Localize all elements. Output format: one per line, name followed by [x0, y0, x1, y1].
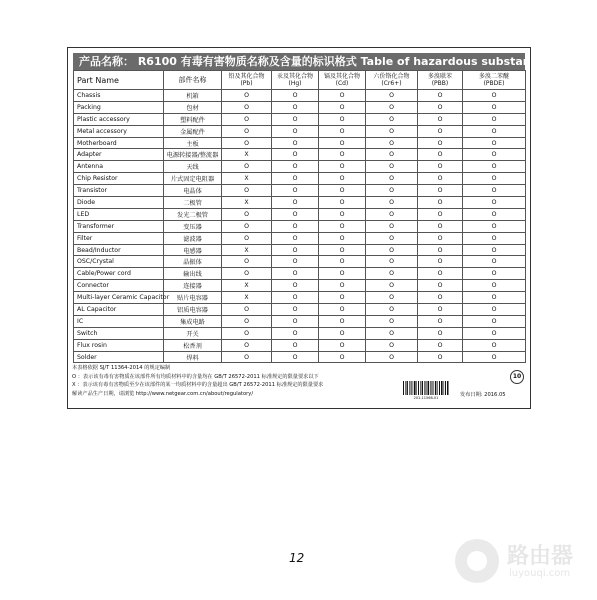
cell-pbb: O: [418, 280, 463, 292]
header-part-name-cn: 部件名称: [164, 71, 222, 90]
cell-cn: 集成电路: [164, 315, 222, 327]
table-row: [74, 90, 526, 102]
cell-cr6: O: [366, 137, 418, 149]
cell-cd: O: [319, 101, 366, 113]
cell-pb: O: [222, 113, 272, 125]
cell-pbb: O: [418, 185, 463, 197]
cell-cr6: O: [366, 351, 418, 363]
header-hg: 汞及其化合物 (Hg): [272, 71, 319, 90]
cell-en: Chip Resistor: [74, 173, 164, 185]
cell-pbb: O: [418, 315, 463, 327]
hazardous-substance-table: [73, 70, 526, 363]
cell-pbde: O: [463, 327, 526, 339]
cell-pbb: O: [418, 161, 463, 173]
table-row: [74, 113, 526, 125]
cell-cd: O: [319, 339, 366, 351]
cell-cd: O: [319, 327, 366, 339]
table-row: [74, 161, 526, 173]
cell-pbb: O: [418, 220, 463, 232]
cell-pb: O: [222, 185, 272, 197]
cell-cn: 滤波器: [164, 232, 222, 244]
cell-cn: 贴片电容器: [164, 292, 222, 304]
cell-cr6: O: [366, 220, 418, 232]
cell-pbde: O: [463, 185, 526, 197]
table-row: [74, 304, 526, 316]
cell-hg: O: [272, 137, 319, 149]
table-title: 产品名称： R6100 有毒有害物质名称及含量的标识格式 Table of hazardous substance name: [73, 53, 525, 70]
cell-pbde: O: [463, 256, 526, 268]
cell-pb: O: [222, 339, 272, 351]
table-row: [74, 315, 526, 327]
cell-pb: O: [222, 268, 272, 280]
table-row: [74, 149, 526, 161]
cell-pbde: O: [463, 351, 526, 363]
cell-en: Plastic accessory: [74, 113, 164, 125]
cell-en: Multi-layer Ceramic Capacitor: [74, 292, 164, 304]
header-pbb: 多溴联苯 (PBB): [418, 71, 463, 90]
cell-pbb: O: [418, 90, 463, 102]
cell-cn: 输出线: [164, 268, 222, 280]
cell-pbde: O: [463, 232, 526, 244]
header-cr6: 六价铬化合物 (Cr6+): [366, 71, 418, 90]
cell-en: Transformer: [74, 220, 164, 232]
cell-pb: O: [222, 315, 272, 327]
cell-en: Filter: [74, 232, 164, 244]
cell-pb: X: [222, 280, 272, 292]
cell-hg: O: [272, 197, 319, 209]
cell-pbde: O: [463, 220, 526, 232]
cell-cn: 天线: [164, 161, 222, 173]
cell-en: Metal accessory: [74, 125, 164, 137]
cell-cn: 金属配件: [164, 125, 222, 137]
cell-cn: 片式固定电阻器: [164, 173, 222, 185]
cell-cd: O: [319, 185, 366, 197]
cell-pbde: O: [463, 292, 526, 304]
table-row: [74, 280, 526, 292]
cell-cd: O: [319, 256, 366, 268]
cell-pbb: O: [418, 292, 463, 304]
cell-cr6: O: [366, 173, 418, 185]
cell-pb: O: [222, 125, 272, 137]
cell-en: Bead/Inductor: [74, 244, 164, 256]
cell-hg: O: [272, 315, 319, 327]
watermark-brand: 路由器: [507, 544, 574, 569]
release-date: 发布日期: 2016.05: [460, 392, 506, 398]
cell-cn: 电源转接器/整流器: [164, 149, 222, 161]
cell-hg: O: [272, 90, 319, 102]
cell-pbde: O: [463, 113, 526, 125]
cell-hg: O: [272, 292, 319, 304]
cell-cd: O: [319, 113, 366, 125]
cell-pbb: O: [418, 339, 463, 351]
cell-hg: O: [272, 208, 319, 220]
table-row: [74, 327, 526, 339]
cell-cn: 焊料: [164, 351, 222, 363]
table-row: [74, 208, 526, 220]
cell-pbb: O: [418, 113, 463, 125]
cell-pbde: O: [463, 90, 526, 102]
cell-cd: O: [319, 137, 366, 149]
cell-hg: O: [272, 232, 319, 244]
cell-pb: O: [222, 208, 272, 220]
cell-hg: O: [272, 185, 319, 197]
table-row: [74, 220, 526, 232]
cell-pb: O: [222, 137, 272, 149]
cell-pb: O: [222, 304, 272, 316]
cell-cd: O: [319, 351, 366, 363]
cell-hg: O: [272, 101, 319, 113]
cell-cr6: O: [366, 90, 418, 102]
table-row: [74, 137, 526, 149]
cell-pb: X: [222, 149, 272, 161]
cell-cr6: O: [366, 101, 418, 113]
cell-pbde: O: [463, 149, 526, 161]
cell-en: Cable/Power cord: [74, 268, 164, 280]
notes: [72, 364, 323, 399]
cell-en: Connector: [74, 280, 164, 292]
cell-pbb: O: [418, 304, 463, 316]
cell-pbde: O: [463, 137, 526, 149]
watermark-domain: luyouqi.com: [509, 568, 571, 579]
cell-hg: O: [272, 268, 319, 280]
cell-pbb: O: [418, 101, 463, 113]
cell-pbde: O: [463, 161, 526, 173]
cell-cd: O: [319, 315, 366, 327]
cell-cn: 机箱: [164, 90, 222, 102]
cell-cr6: O: [366, 113, 418, 125]
table-row: [74, 292, 526, 304]
cell-pbb: O: [418, 351, 463, 363]
cell-pb: O: [222, 161, 272, 173]
cell-pb: X: [222, 197, 272, 209]
cell-pb: O: [222, 327, 272, 339]
cell-pb: O: [222, 90, 272, 102]
cell-en: Diode: [74, 197, 164, 209]
table-row: [74, 185, 526, 197]
cell-pbde: O: [463, 268, 526, 280]
cell-cn: 电晶体: [164, 185, 222, 197]
cell-pbde: O: [463, 173, 526, 185]
cell-cr6: O: [366, 232, 418, 244]
cell-cd: O: [319, 280, 366, 292]
cell-cr6: O: [366, 161, 418, 173]
cell-cn: 松香剂: [164, 339, 222, 351]
page-number: 12: [289, 551, 305, 565]
cell-pbde: O: [463, 244, 526, 256]
cell-cd: O: [319, 161, 366, 173]
table-row: [74, 173, 526, 185]
table-body: [74, 90, 526, 363]
cell-pbde: O: [463, 339, 526, 351]
cell-hg: O: [272, 244, 319, 256]
cell-cd: O: [319, 220, 366, 232]
cell-pbde: O: [463, 315, 526, 327]
cell-pbb: O: [418, 232, 463, 244]
cell-pbb: O: [418, 149, 463, 161]
cell-pb: O: [222, 220, 272, 232]
cell-pbde: O: [463, 125, 526, 137]
cell-pbb: O: [418, 125, 463, 137]
note-production-date: 解读产品生产日期，请浏览 http://www.netgear.com.cn/about/regulatory/: [72, 391, 254, 398]
cell-cr6: O: [366, 208, 418, 220]
cell-pbb: O: [418, 327, 463, 339]
cell-hg: O: [272, 149, 319, 161]
cell-cd: O: [319, 244, 366, 256]
cell-en: Flux rosin: [74, 339, 164, 351]
cell-cn: 铝质电容器: [164, 304, 222, 316]
table-row: [74, 101, 526, 113]
cell-cd: O: [319, 268, 366, 280]
cell-cn: 发光二极管: [164, 208, 222, 220]
table-header-row: [74, 71, 526, 90]
cell-pbb: O: [418, 244, 463, 256]
table-row: [74, 244, 526, 256]
cell-cr6: O: [366, 339, 418, 351]
cell-en: Solder: [74, 351, 164, 363]
cell-pbb: O: [418, 256, 463, 268]
cell-pb: O: [222, 232, 272, 244]
cell-cn: 二极管: [164, 197, 222, 209]
cell-en: IC: [74, 315, 164, 327]
cell-pb: O: [222, 351, 272, 363]
cell-hg: O: [272, 351, 319, 363]
table-row: [74, 197, 526, 209]
cell-pbb: O: [418, 268, 463, 280]
cell-cn: 包材: [164, 101, 222, 113]
cell-cr6: O: [366, 268, 418, 280]
cell-cr6: O: [366, 256, 418, 268]
table-row: [74, 125, 526, 137]
note-x-meaning: X ：表示该有毒有害物质至少在该部件的某一均质材料中的含量超出 GB/T 26572-2011 标准规定的限量要求: [72, 382, 324, 389]
cell-cd: O: [319, 125, 366, 137]
cell-cr6: O: [366, 244, 418, 256]
cell-pb: X: [222, 173, 272, 185]
cell-cn: 连接器: [164, 280, 222, 292]
cell-pbde: O: [463, 304, 526, 316]
cell-cn: 塑料配件: [164, 113, 222, 125]
cell-en: Transistor: [74, 185, 164, 197]
cell-en: Antenna: [74, 161, 164, 173]
cell-cr6: O: [366, 292, 418, 304]
cell-hg: O: [272, 125, 319, 137]
cell-hg: O: [272, 327, 319, 339]
table-row: [74, 232, 526, 244]
cell-cr6: O: [366, 185, 418, 197]
cell-pb: X: [222, 292, 272, 304]
cell-en: OSC/Crystal: [74, 256, 164, 268]
header-part-name: Part Name: [74, 71, 164, 90]
cell-cr6: O: [366, 280, 418, 292]
cell-pbb: O: [418, 137, 463, 149]
cell-cd: O: [319, 232, 366, 244]
cell-hg: O: [272, 339, 319, 351]
cell-cd: O: [319, 90, 366, 102]
cell-cr6: O: [366, 197, 418, 209]
cell-pbb: O: [418, 173, 463, 185]
cell-cr6: O: [366, 149, 418, 161]
recycle-period-icon: 10: [510, 370, 524, 384]
table-row: [74, 268, 526, 280]
cell-cn: 电感器: [164, 244, 222, 256]
barcode-number: 201-11568-01: [413, 396, 439, 400]
table-row: [74, 351, 526, 363]
table-row: [74, 339, 526, 351]
header-pb: 铅及其化合物 (Pb): [222, 71, 272, 90]
header-cd: 镉及其化合物 (Cd): [319, 71, 366, 90]
cell-pbde: O: [463, 197, 526, 209]
cell-pb: O: [222, 101, 272, 113]
cell-cn: 晶振体: [164, 256, 222, 268]
cell-en: AL Capacitor: [74, 304, 164, 316]
cell-pbb: O: [418, 197, 463, 209]
cell-hg: O: [272, 220, 319, 232]
cell-pbb: O: [418, 208, 463, 220]
cell-hg: O: [272, 161, 319, 173]
header-pbde: 多溴二苯醚 (PBDE): [463, 71, 526, 90]
cell-cn: 开关: [164, 327, 222, 339]
cell-cn: 主板: [164, 137, 222, 149]
cell-cd: O: [319, 197, 366, 209]
cell-cr6: O: [366, 125, 418, 137]
watermark-logo-icon: [455, 539, 499, 583]
cell-hg: O: [272, 304, 319, 316]
cell-pb: X: [222, 244, 272, 256]
cell-pb: O: [222, 256, 272, 268]
cell-en: LED: [74, 208, 164, 220]
cell-cr6: O: [366, 304, 418, 316]
barcode-icon: [403, 381, 449, 395]
note-standard: 本表格依据 SJ/T 11364-2014 的规定编制: [72, 365, 171, 371]
cell-en: Switch: [74, 327, 164, 339]
cell-pbde: O: [463, 280, 526, 292]
cell-cr6: O: [366, 327, 418, 339]
cell-hg: O: [272, 173, 319, 185]
cell-cd: O: [319, 304, 366, 316]
cell-hg: O: [272, 256, 319, 268]
cell-en: Motherboard: [74, 137, 164, 149]
cell-cn: 变压器: [164, 220, 222, 232]
watermark: [455, 535, 590, 587]
cell-cd: O: [319, 292, 366, 304]
cell-en: Chassis: [74, 90, 164, 102]
cell-cd: O: [319, 149, 366, 161]
cell-en: Adapter: [74, 149, 164, 161]
cell-pbde: O: [463, 208, 526, 220]
note-o-meaning: O ：表示该有毒有害物质在该部件所有均质材料中的含量均在 GB/T 26572-2011 标准规定的限量要求以下: [72, 373, 319, 380]
cell-hg: O: [272, 113, 319, 125]
cell-cd: O: [319, 208, 366, 220]
cell-hg: O: [272, 280, 319, 292]
cell-en: Packing: [74, 101, 164, 113]
cell-cr6: O: [366, 315, 418, 327]
cell-cd: O: [319, 173, 366, 185]
cell-pbde: O: [463, 101, 526, 113]
table-row: [74, 256, 526, 268]
